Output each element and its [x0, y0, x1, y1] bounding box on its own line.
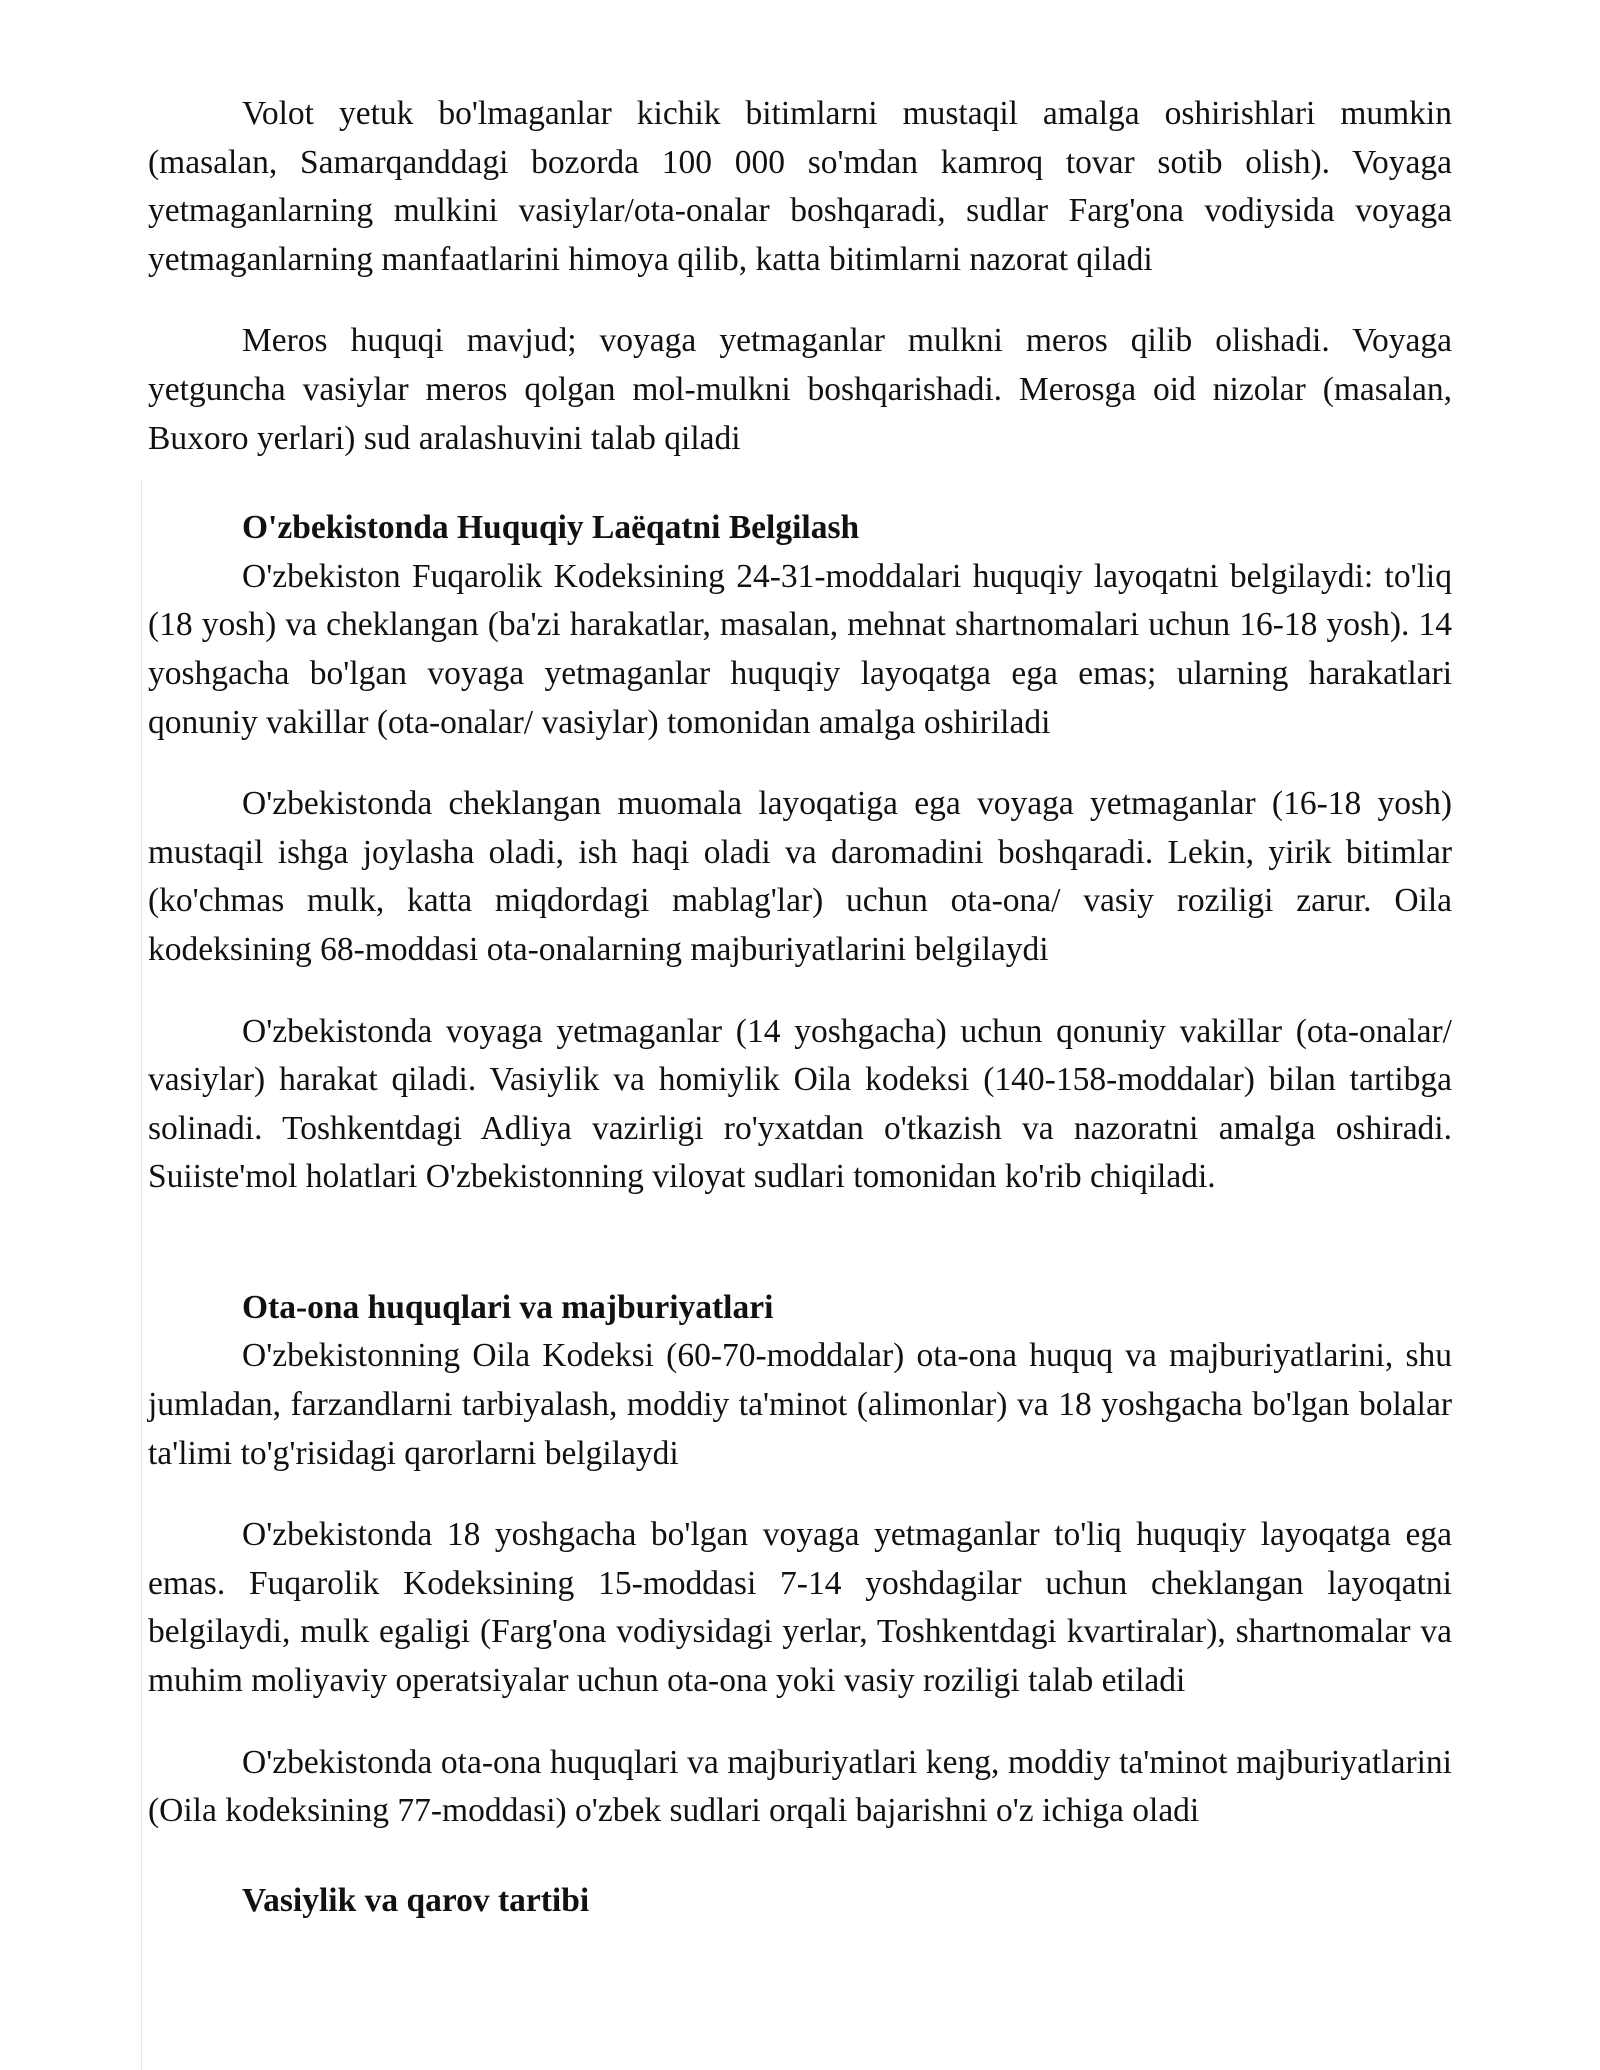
page-edge-line [141, 480, 142, 2070]
heading-parental-rights: Ota-ona huquqlari va majburiyatlari [242, 1288, 774, 1326]
paragraph-parental-obligations: O'zbekistonda ota-ona huquqlari va majburiyatlari keng, moddiy ta'minot majburiyatlarini (Oila kodeksining 77-moddasi) o'zbek sudlari orqali bajarishni o'z ichiga oladi [148, 1743, 1452, 1830]
paragraph-limited-capacity: O'zbekistonda cheklangan muomala layoqatiga ega voyaga yetmaganlar (16-18 yosh) mustaqil ishga joylasha oladi, ish haqi oladi va daromadini boshqaradi. Lekin, yirik bitimlar (ko'chmas mulk, katta miqdordagi mablag'lar) uchun ota-ona/ vasiy roziligi zarur. Oila kodeksining 68-moddasi ota-onalarning majburiyatlarini belgilaydi [148, 785, 1452, 968]
paragraph-full-capacity: O'zbekistonda 18 yoshgacha bo'lgan voyaga yetmaganlar to'liq huquqiy layoqatga ega emas. Fuqarolik Kodeksining 15-moddasi 7-14 yoshdagilar uchun cheklangan layoqatni belgilaydi, mulk egaligi (Farg'ona vodiysidagi yerlar, Toshkentdagi kvartiralar), shartnomalar va muhim moliyaviy operatsiyalar uchun ota-ona yoki vasiy roziligi talab etiladi [148, 1516, 1452, 1700]
heading-legal-capacity: O'zbekistonda Huquqiy Laëqatni Belgilash [242, 509, 860, 547]
paragraph-family-code: O'zbekistonning Oila Kodeksi (60-70-moddalar) ota-ona huquq va majburiyatlarini, shu jumladan, farzandlarni tarbiyalash, moddiy ta'minot (alimonlar) va 18 yoshgacha bo'lgan bolalar ta'limi to'g'risidagi qarorlarni belgilaydi [148, 1337, 1452, 1472]
document-page [148, 90, 1452, 1925]
paragraph-legal-representatives: O'zbekistonda voyaga yetmaganlar (14 yoshgacha) uchun qonuniy vakillar (ota-onalar/ vasiylar) harakat qiladi. Vasiylik va homiylik Oila kodeksi (140-158-moddalar) bilan tartibga solinadi. Toshkentdagi Adliya vazirligi ro'yxatdan o'tkazish va nazoratni amalga oshiradi. Suiiste'mol holatlari O'zbekistonning viloyat sudlari tomonidan ko'rib chiqiladi. [148, 1012, 1452, 1196]
paragraph-inheritance: Meros huquqi mavjud; voyaga yetmaganlar mulkni meros qilib olishadi. Voyaga yetguncha vasiylar meros qolgan mol-mulkni boshqarishadi. Merosga oid nizolar (masalan, Buxoro yerlari) sud aralashuvini talab qiladi [148, 322, 1452, 457]
paragraph-minor-transactions: Volot yetuk bo'lmaganlar kichik bitimlarni mustaqil amalga oshirishlari mumkin (masalan, Samarqanddagi bozorda 100 000 so'mdan kamroq tovar sotib olish). Voyaga yetmaganlarning mulkini vasiylar/ota-onalar boshqaradi, sudlar Farg'ona vodiysida voyaga yetmaganlarning manfaatlarini himoya qilib, katta bitimlarni nazorat qiladi [148, 95, 1452, 278]
paragraph-civil-code-capacity: O'zbekiston Fuqarolik Kodeksining 24-31-moddalari huquqiy layoqatni belgilaydi: to'liq (18 yosh) va cheklangan (ba'zi harakatlar, masalan, mehnat shartnomalari uchun 16-18 yosh). 14 yoshgacha bo'lgan voyaga yetmaganlar huquqiy layoqatga ega emas; ularning harakatlari qonuniy vakillar (ota-onalar/ vasiylar) tomonidan amalga oshiriladi [148, 557, 1452, 741]
heading-guardianship: Vasiylik va qarov tartibi [242, 1881, 590, 1919]
